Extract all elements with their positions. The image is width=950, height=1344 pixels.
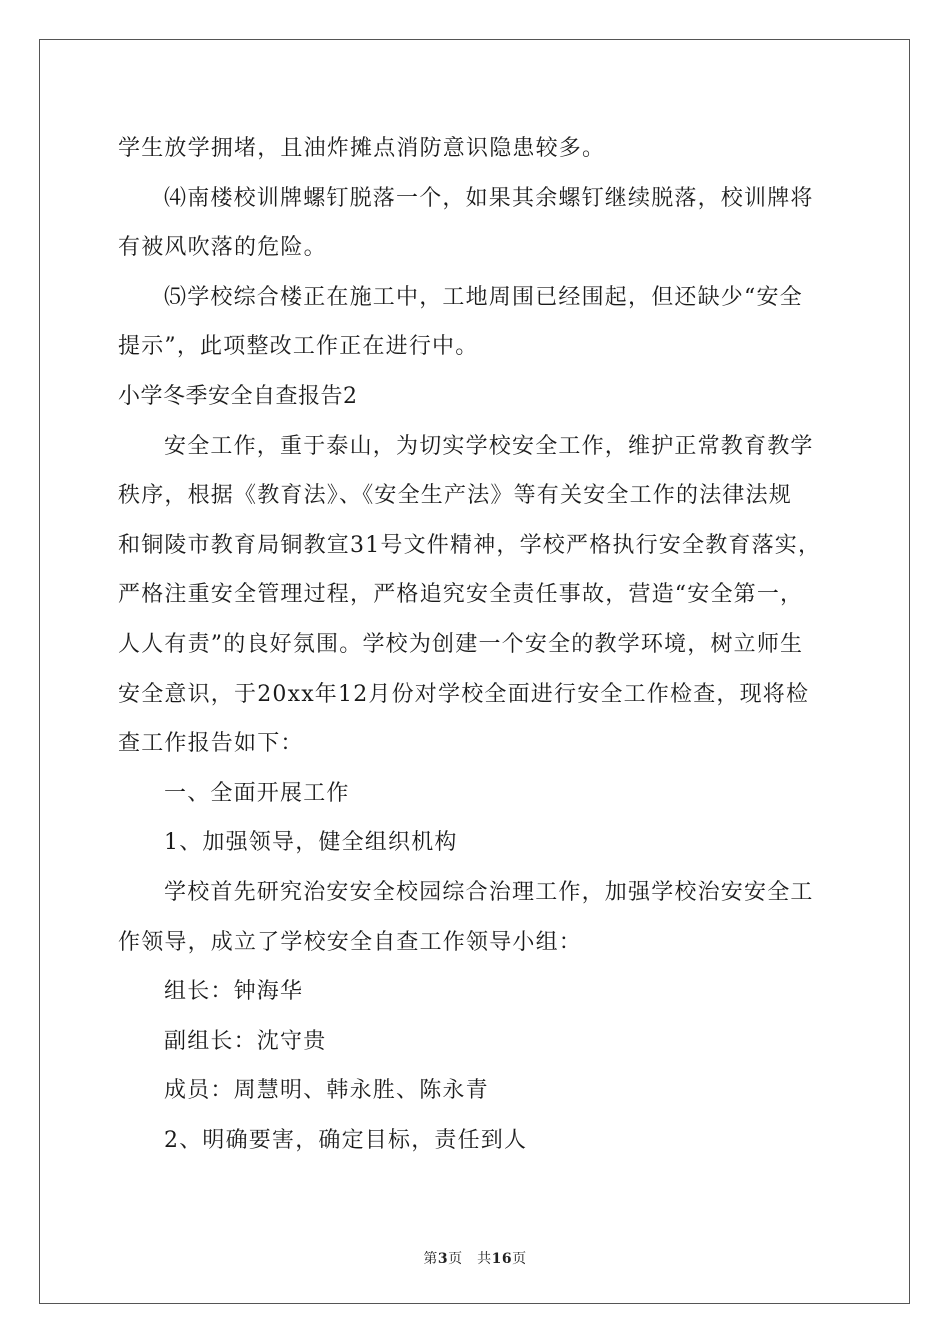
text-line: 作领导，成立了学校安全自查工作领导小组： [118,929,583,955]
text-line: 学校首先研究治安安全校园综合治理工作，加强学校治安安全工 [164,879,814,905]
text-line: 和铜陵市教育局铜教宣31号文件精神，学校严格执行安全教育落实， [118,532,822,558]
current-page-number: 3 [437,1251,449,1267]
text-line: 1、加强领导，健全组织机构 [164,830,458,856]
section-heading: 小学冬季安全自查报告2 [118,383,358,409]
text-line: 组长：钟海华 [164,979,304,1005]
document-body [118,124,838,1165]
text-line: 提示”，此项整改工作正在进行中。 [118,334,479,360]
text-line: 严格注重安全管理过程，严格追究安全责任事故，营造“安全第一， [118,582,804,608]
text-line: ⑷南楼校训牌螺钉脱落一个，如果其余螺钉继续脱落，校训牌将 [164,185,814,211]
text-line: 秩序，根据《教育法》、《安全生产法》等有关安全工作的法律法规 [118,483,793,509]
text-line: 查工作报告如下： [118,731,304,757]
page-prefix: 第 [423,1251,438,1267]
text-line: 一、全面开展工作 [164,780,350,806]
text-line: ⑸学校综合楼正在施工中，工地周围已经围起，但还缺少“安全 [164,284,803,310]
text-line: 副组长：沈守贵 [164,1028,327,1054]
text-line: 学生放学拥堵，且油炸摊点消防意识隐患较多。 [118,136,606,161]
page-mid: 页 共 [448,1251,492,1267]
total-page-number: 16 [491,1251,513,1267]
text-line: 人人有责”的良好氛围。学校为创建一个安全的教学环境，树立师生 [118,631,804,657]
text-line: 成员：周慧明、韩永胜、陈永青 [164,1078,489,1104]
text-line: 安全工作，重于泰山，为切实学校安全工作，维护正常教育教学 [164,433,814,459]
page-footer [0,1248,950,1268]
text-line: 2、明确要害，确定目标，责任到人 [164,1127,528,1153]
page-suffix: 页 [512,1251,527,1267]
text-line: 有被风吹落的危险。 [118,235,327,261]
text-line: 安全意识，于20xx年12月份对学校全面进行安全工作检查，现将检 [118,681,810,707]
